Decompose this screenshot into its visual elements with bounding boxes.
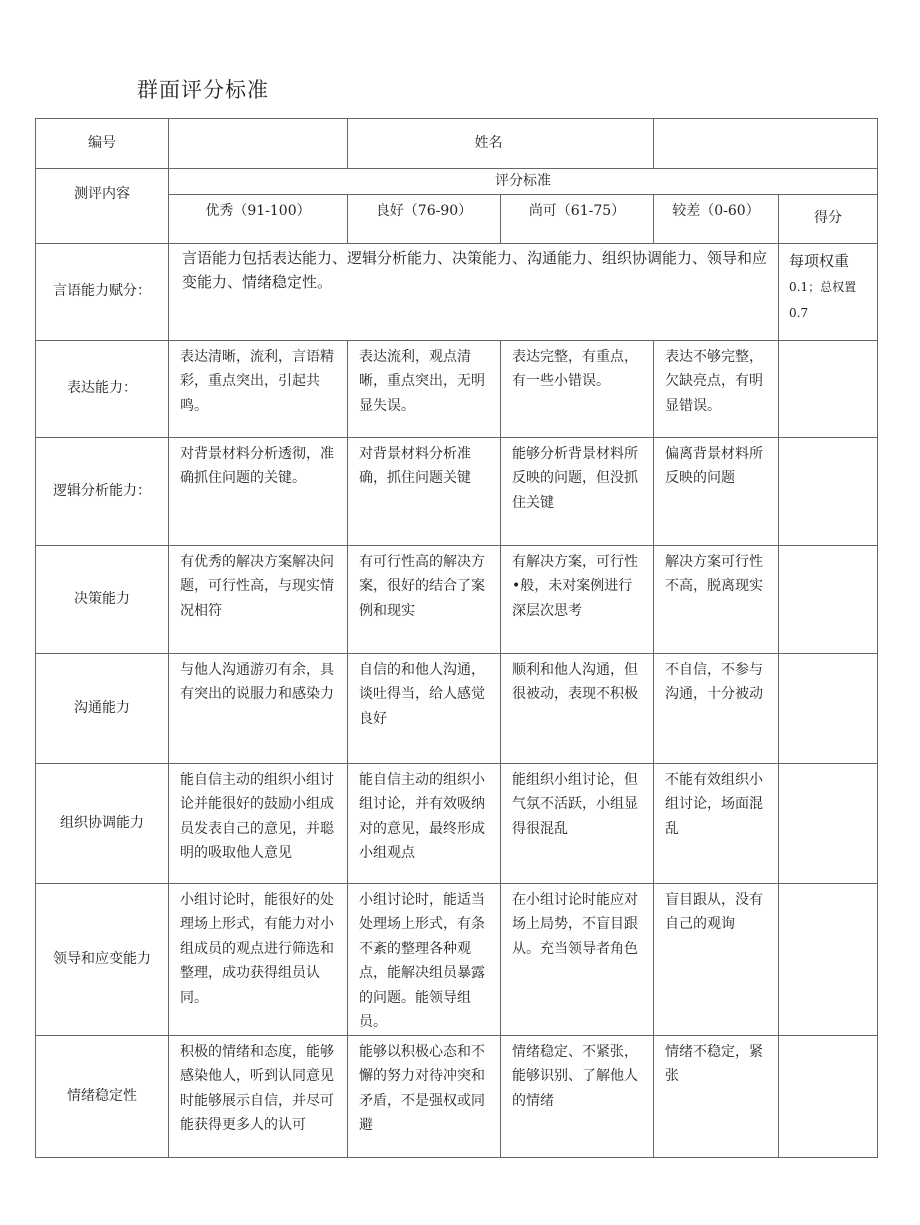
criteria-cell: 不能有效组织小组讨论，场面混乱 xyxy=(654,763,779,883)
criteria-cell: 在小组讨论时能应对场上局势，不盲目跟从。充当领导者角色 xyxy=(501,883,654,1035)
intro-text: 言语能力包括表达能力、逻辑分析能力、决策能力、沟通能力、组织协调能力、领导和应变能力、情绪稳定性。 xyxy=(169,243,779,340)
score-cell[interactable] xyxy=(779,1035,878,1157)
criteria-cell: 与他人沟通游刃有余，具有突出的说服力和感染力 xyxy=(169,653,348,763)
weight-note-line3: 0.7 xyxy=(789,305,809,320)
row-label: 逻辑分析能力： xyxy=(36,437,169,545)
criteria-cell: 有可行性高的解决方案，很好的结合了案例和现实 xyxy=(348,545,501,653)
weight-note xyxy=(779,243,878,340)
name-label: 姓名 xyxy=(348,119,654,169)
criteria-header: 评分标准 xyxy=(169,169,878,195)
criteria-cell: 小组讨论时，能很好的处理场上形式，有能力对小组成员的观点进行筛选和整理，成功获得组员认同。 xyxy=(169,883,348,1035)
row-label: 沟通能力 xyxy=(36,653,169,763)
score-cell[interactable] xyxy=(779,437,878,545)
score-header: 得分 xyxy=(779,194,878,243)
criteria-cell: 小组讨论时，能适当处理场上形式，有条不紊的整理各种观点，能解决组员暴露的问题。能领导组员。 xyxy=(348,883,501,1035)
row-label: 领导和应变能力 xyxy=(36,883,169,1035)
intro-row xyxy=(36,243,878,340)
level-good: 良好（76-90） xyxy=(348,194,501,243)
document-title: 群面评分标准 xyxy=(137,78,269,102)
criteria-cell: 积极的情绪和态度，能够感染他人，听到认同意见时能够展示自信，并尽可能获得更多人的认可 xyxy=(169,1035,348,1157)
score-cell[interactable] xyxy=(779,883,878,1035)
criteria-cell: 情绪稳定、不紧张，能够识别、了解他人的情绪 xyxy=(501,1035,654,1157)
score-cell[interactable] xyxy=(779,653,878,763)
table-row xyxy=(36,653,878,763)
criteria-cell: 能自信主动的组织小组讨论，并有效吸纳对的意见，最终形成小组观点 xyxy=(348,763,501,883)
criteria-cell: 能够分析背景材料所反映的问题，但没抓住关键 xyxy=(501,437,654,545)
score-cell[interactable] xyxy=(779,340,878,437)
content-header: 测评内容 xyxy=(36,169,169,244)
criteria-cell: 能自信主动的组织小组讨论并能很好的鼓励小组成员发表自己的意见，并聪明的吸取他人意见 xyxy=(169,763,348,883)
row-label: 情绪稳定性 xyxy=(36,1035,169,1157)
criteria-cell: 自信的和他人沟通，谈吐得当，给人感觉良好 xyxy=(348,653,501,763)
criteria-cell: 不自信，不参与沟通，十分被动 xyxy=(654,653,779,763)
criteria-cell: 对背景材料分析透彻，准确抓住问题的关键。 xyxy=(169,437,348,545)
row-label: 决策能力 xyxy=(36,545,169,653)
level-poor: 较差（0-60） xyxy=(654,194,779,243)
criteria-cell: 能组织小组讨论，但气氛不活跃，小组显得很混乱 xyxy=(501,763,654,883)
intro-label: 言语能力赋分： xyxy=(36,243,169,340)
criteria-cell: 表达清晰，流利，言语精彩，重点突出，引起共鸣。 xyxy=(169,340,348,437)
row-label: 组织协调能力 xyxy=(36,763,169,883)
criteria-cell: 情绪不稳定，紧张 xyxy=(654,1035,779,1157)
table-row xyxy=(36,437,878,545)
name-value-field[interactable] xyxy=(654,119,878,169)
weight-note-line2: 0.1；总权置 xyxy=(789,279,857,294)
table-row xyxy=(36,340,878,437)
level-fair: 尚可（61-75） xyxy=(501,194,654,243)
criteria-cell: 能够以积极心态和不懈的努力对待冲突和矛盾，不是强权或同避 xyxy=(348,1035,501,1157)
criteria-cell: 对背景材料分析准确，抓住问题关键 xyxy=(348,437,501,545)
table-row xyxy=(36,545,878,653)
row-label: 表达能力： xyxy=(36,340,169,437)
criteria-cell: 表达完整，有重点，有一些小错误。 xyxy=(501,340,654,437)
level-excellent: 优秀（91-100） xyxy=(169,194,348,243)
table-row xyxy=(36,883,878,1035)
criteria-cell: 表达流利，观点清晰，重点突出，无明显失误。 xyxy=(348,340,501,437)
id-name-row xyxy=(36,119,878,169)
criteria-cell: 有解决方案，可行性•般，未对案例进行深层次思考 xyxy=(501,545,654,653)
id-value-field[interactable] xyxy=(169,119,348,169)
score-cell[interactable] xyxy=(779,545,878,653)
criteria-cell: 解决方案可行性不高，脱离现实 xyxy=(654,545,779,653)
table-row xyxy=(36,1035,878,1157)
weight-note-line1: 每项权重 xyxy=(789,251,850,270)
table-row xyxy=(36,763,878,883)
criteria-cell: 表达不够完整，欠缺亮点，有明显错误。 xyxy=(654,340,779,437)
criteria-cell: 偏离背景材料所反映的问题 xyxy=(654,437,779,545)
criteria-header-row xyxy=(36,169,878,195)
id-label: 编号 xyxy=(36,119,169,169)
criteria-cell: 有优秀的解决方案解决问题，可行性高，与现实情况相符 xyxy=(169,545,348,653)
score-cell[interactable] xyxy=(779,763,878,883)
criteria-cell: 盲目跟从，没有自己的观询 xyxy=(654,883,779,1035)
criteria-cell: 顺利和他人沟通，但很被动，表现不积极 xyxy=(501,653,654,763)
scoring-table xyxy=(35,118,878,1158)
